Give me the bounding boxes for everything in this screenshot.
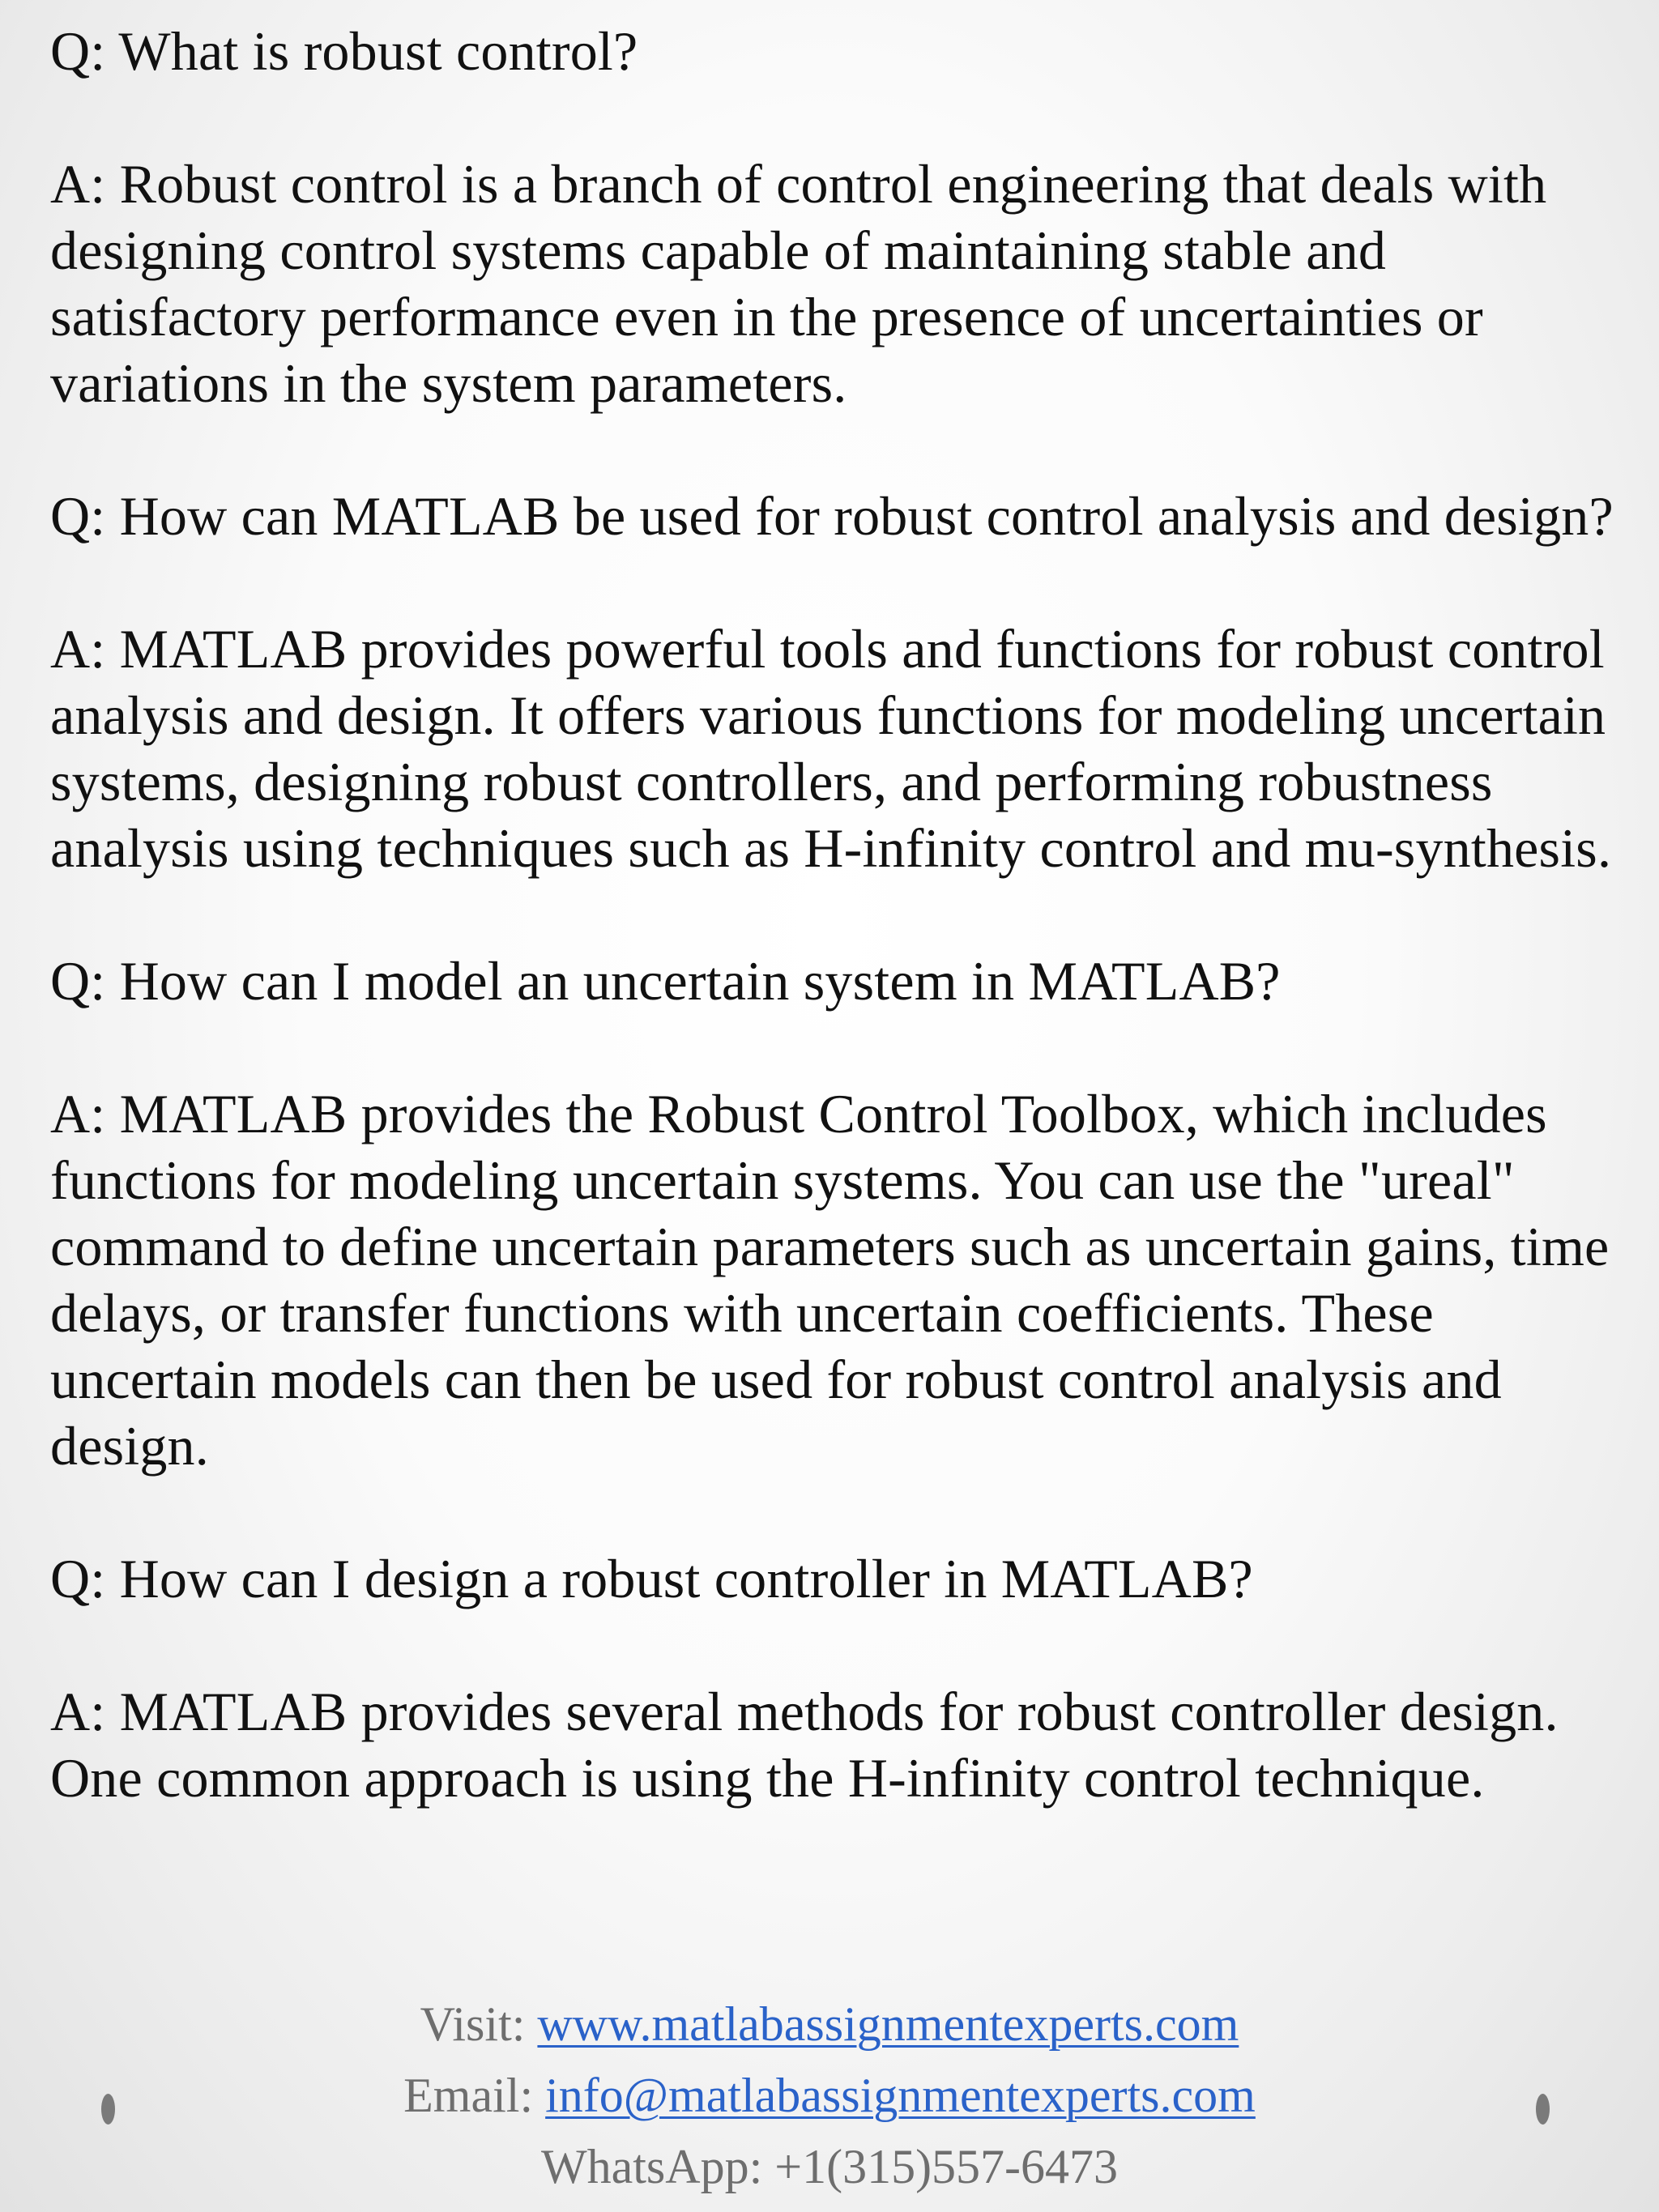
answer-text: A: Robust control is a branch of control engineering that deals with designing control systems capable of maintaining stable and satisfactory performance even in the presence of uncertainties or variations in the system parameters. bbox=[50, 153, 1547, 414]
visit-line bbox=[0, 1988, 1659, 2060]
question-text: Q: How can I model an uncertain system in MATLAB? bbox=[50, 950, 1281, 1012]
visit-label: Visit: bbox=[420, 1997, 526, 2051]
email-label: Email: bbox=[403, 2069, 534, 2122]
decorative-dot-left bbox=[101, 2094, 115, 2125]
qa-item bbox=[50, 948, 1638, 1014]
qa-item bbox=[50, 1080, 1638, 1479]
decorative-dot-right bbox=[1536, 2094, 1550, 2125]
answer-text: A: MATLAB provides several methods for robust controller design. One common approach is using the H-infinity control technique. bbox=[50, 1681, 1559, 1809]
qa-item bbox=[50, 483, 1638, 549]
qa-item bbox=[50, 616, 1638, 881]
faq-content bbox=[50, 18, 1638, 1877]
contact-footer bbox=[0, 1988, 1659, 2202]
whatsapp-line: WhatsApp: +1(315)557-6473 bbox=[540, 2140, 1119, 2193]
answer-text: A: MATLAB provides the Robust Control Toolbox, which includes functions for modeling uncertain systems. You can use the "ureal" command to define uncertain parameters such as uncertain gains, time delays, or transfer functions with uncertain coefficients. These uncertain models can then be used for robust control analysis and design. bbox=[50, 1083, 1610, 1477]
question-text: Q: What is robust control? bbox=[50, 20, 638, 82]
email-line bbox=[0, 2060, 1659, 2131]
answer-text: A: MATLAB provides powerful tools and functions for robust control analysis and design. It offers various functions for modeling uncertain systems, designing robust controllers, and performing robustness analysis using techniques such as H-infinity control and mu-synthesis. bbox=[50, 618, 1612, 879]
question-text: Q: How can MATLAB be used for robust control analysis and design? bbox=[50, 485, 1614, 547]
qa-item bbox=[50, 1545, 1638, 1612]
question-text: Q: How can I design a robust controller in MATLAB? bbox=[50, 1548, 1253, 1609]
qa-item bbox=[50, 18, 1638, 84]
qa-item bbox=[50, 1678, 1638, 1811]
email-link[interactable]: info@matlabassignmentexperts.com bbox=[545, 2069, 1256, 2122]
qa-item bbox=[50, 151, 1638, 416]
website-link[interactable]: www.matlabassignmentexperts.com bbox=[537, 1997, 1239, 2051]
